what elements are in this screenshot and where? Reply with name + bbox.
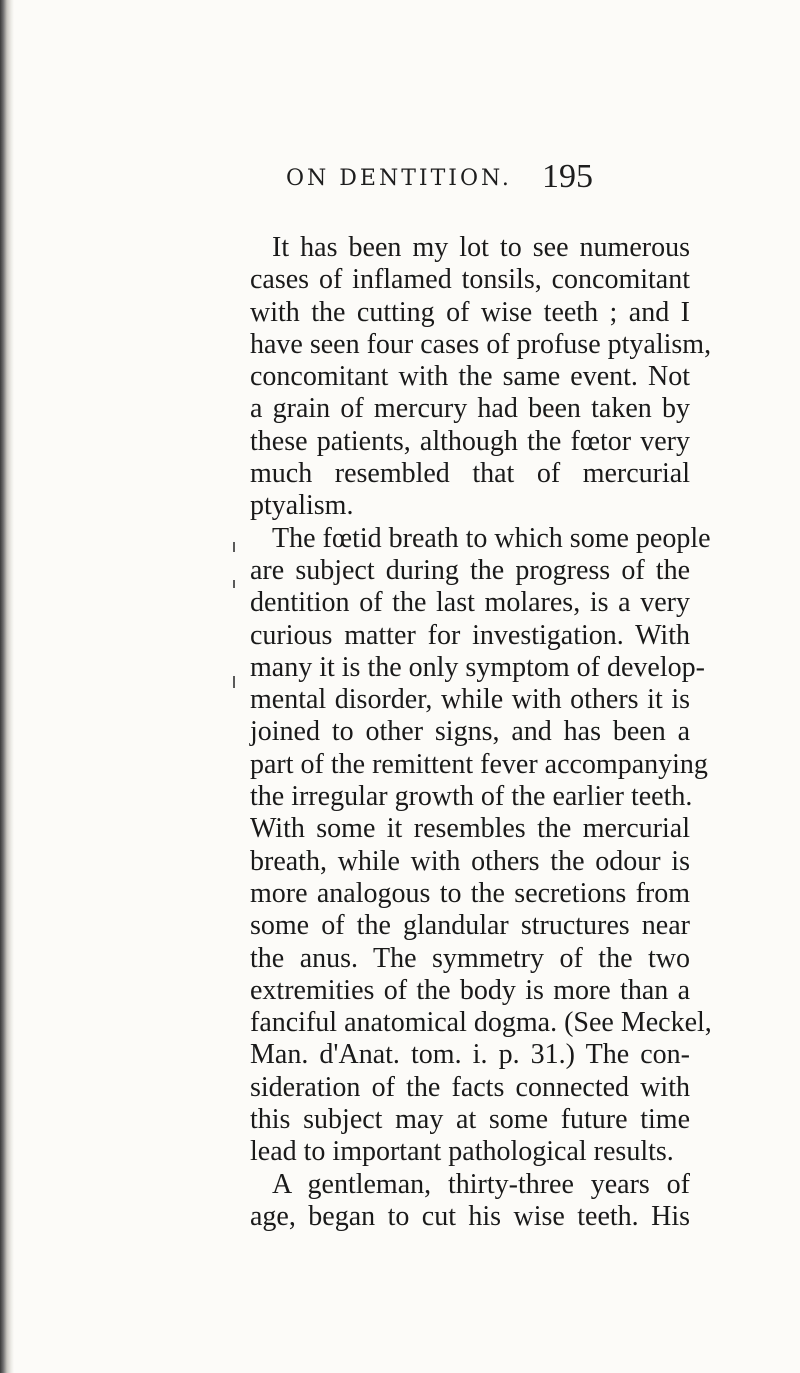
body-text <box>250 232 712 1233</box>
binding-edge <box>0 0 14 1373</box>
text-line: with the cutting of wise teeth ; and I <box>250 296 690 328</box>
text-line: much resembled that of mercurial <box>250 458 690 490</box>
text-line: age, began to cut his wise teeth. His <box>250 1200 690 1232</box>
page-number: 195 <box>542 158 593 195</box>
text-line: the anus. The symmetry of the two <box>250 942 690 974</box>
text-line: lead to important pathological results. <box>250 1136 674 1168</box>
text-line: concomitant with the same event. Not <box>250 361 690 393</box>
text-line: curious matter for investigation. With <box>250 619 690 651</box>
text-line: are subject during the progress of the <box>250 554 690 586</box>
text-line: have seen four cases of profuse ptyalism, <box>250 328 712 360</box>
text-line: mental disorder, while with others it is <box>250 684 690 716</box>
text-line: A gentleman, thirty-three years of <box>272 1168 690 1200</box>
text-line: part of the remittent fever accompanying <box>250 748 708 780</box>
text-line: cases of inflamed tonsils, concomitant <box>250 264 690 296</box>
running-title: ON DENTITION. <box>286 166 512 191</box>
text-line: some of the glandular structures near <box>250 910 690 942</box>
text-line: this subject may at some future time <box>250 1104 690 1136</box>
text-line: sideration of the facts connected with <box>250 1071 690 1103</box>
text-line: fanciful anatomical dogma. (See Meckel, <box>250 1007 712 1039</box>
margin-mark <box>233 580 235 588</box>
text-line: ptyalism. <box>250 490 354 522</box>
text-line: more analogous to the secretions from <box>250 877 690 909</box>
text-line: breath, while with others the odour is <box>250 845 690 877</box>
text-line: these patients, although the fœtor very <box>250 425 690 457</box>
text-line: the irregular growth of the earlier teeth. <box>250 781 693 813</box>
text-line: joined to other signs, and has been a <box>250 716 690 748</box>
text-line: It has been my lot to see numerous <box>272 232 690 263</box>
text-line: With some it resembles the mercurial <box>250 813 690 845</box>
margin-mark <box>233 676 235 688</box>
text-line: extremities of the body is more than a <box>250 974 690 1006</box>
text-line: many it is the only symptom of develop- <box>250 651 705 683</box>
text-line: Man. d'Anat. tom. i. p. 31.) The con- <box>250 1039 690 1071</box>
text-line: a grain of mercury had been taken by <box>250 393 690 425</box>
text-line: The fœtid breath to which some people <box>272 522 711 554</box>
running-header <box>286 158 686 198</box>
text-line: dentition of the last molares, is a very <box>250 587 690 619</box>
margin-mark <box>233 542 235 552</box>
